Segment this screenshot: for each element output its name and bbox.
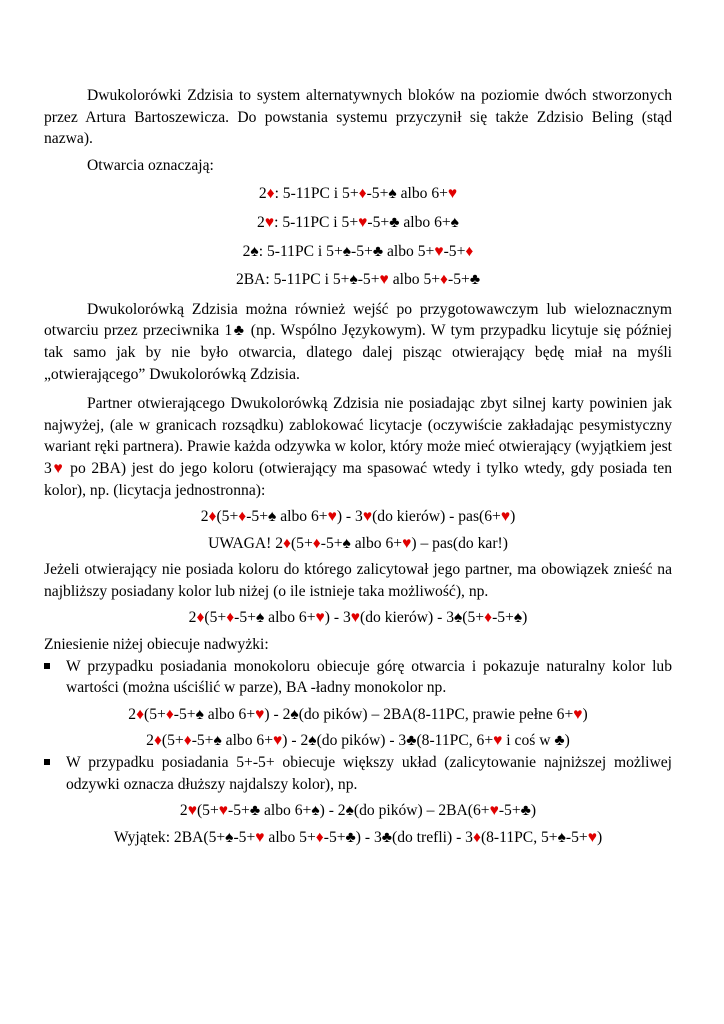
bullet-item-two-suiter	[44, 752, 672, 795]
heart-icon: ♥	[264, 213, 275, 231]
spade-icon: ♠	[557, 828, 566, 846]
diamond-icon: ♦	[153, 732, 162, 750]
diamond-icon: ♦	[312, 534, 321, 552]
heart-icon: ♥	[255, 705, 265, 723]
heart-icon: ♥	[587, 828, 597, 846]
heart-icon: ♥	[493, 732, 503, 750]
heart-icon: ♥	[187, 802, 197, 820]
example-7-exception	[44, 827, 672, 849]
text-fragment: UWAGA! 2	[208, 534, 284, 552]
diamond-icon: ♦	[165, 705, 174, 723]
bullet-text: W przypadku posiadania 5+-5+ obiecuje większy układ (zalicytowanie najniższej możliwej odzywki oznacza dłuższy najdalszy kolor), np.	[66, 754, 672, 793]
example-3	[44, 607, 672, 629]
text-fragment: )	[564, 732, 570, 750]
text-fragment: (5+	[462, 609, 485, 627]
text-fragment: Partner otwierającego Dwukolorówką Zdzisia nie posiadając zbyt silnej karty powinien jak najwyżej, (ale w granicach rozsądku) zablokować licytacje (oczywiście zakładając pesymistyczny wariant ręki partnera). Prawie każda odzywka w kolor, który może mieć otwierający (wyjątkiem jest 3	[44, 395, 672, 477]
diamond-icon: ♦	[358, 185, 367, 203]
text-fragment: (5+	[216, 508, 239, 526]
text-fragment: : 5-11PC i 5+	[274, 213, 359, 231]
text-fragment: )	[510, 508, 516, 526]
club-icon: ♣	[381, 828, 392, 846]
text-fragment: albo 6+	[203, 705, 256, 723]
spade-icon: ♠	[342, 242, 352, 260]
diamond-icon: ♦	[465, 242, 474, 260]
text-fragment: 2BA: 5-11PC i 5+	[235, 271, 350, 289]
text-fragment: ) - 3	[336, 508, 363, 526]
spade-icon: ♠	[454, 609, 463, 627]
text-fragment: (do kierów) - 3	[360, 609, 454, 627]
opening-2-hearts	[44, 212, 672, 234]
text-fragment: ) – pas(do kar!)	[411, 534, 508, 552]
text-fragment: ) - 3	[324, 609, 351, 627]
heart-icon: ♥	[255, 828, 265, 846]
text-fragment: (do pików) – 2BA(6+	[353, 802, 490, 820]
bullet-square-icon	[44, 759, 50, 765]
bullet-item-monosuit	[44, 656, 672, 699]
heart-icon: ♥	[379, 271, 389, 289]
text-fragment: ) - 2	[282, 732, 309, 750]
text-fragment: -5+	[367, 213, 390, 231]
heart-icon: ♥	[573, 705, 583, 723]
club-icon: ♣	[520, 802, 531, 820]
spade-icon: ♠	[225, 828, 234, 846]
text-fragment: 2	[257, 213, 265, 231]
text-fragment: albo 6+	[350, 534, 403, 552]
paragraph-correction: Jeżeli otwierający nie posiada koloru do którego zalicytował jego partner, ma obowiązek znieść na najbliższy posiadany kolor lub niżej (o ile istnieje taka możliwość), np.	[44, 561, 672, 600]
diamond-icon: ♦	[136, 705, 145, 723]
spade-icon: ♠	[388, 185, 397, 203]
spade-icon: ♠	[345, 802, 354, 820]
example-1	[44, 506, 672, 528]
text-fragment: (do kierów) - pas(6+	[372, 508, 501, 526]
text-fragment: -5+	[357, 271, 380, 289]
club-icon: ♣	[372, 242, 384, 260]
text-fragment: -5+	[173, 705, 196, 723]
heart-icon: ♥	[218, 802, 229, 820]
diamond-icon: ♦	[484, 609, 493, 627]
text-fragment: (8-11PC, 5+	[480, 828, 558, 846]
heart-icon: ♥	[350, 609, 361, 627]
spade-icon: ♠	[290, 705, 299, 723]
spade-icon: ♠	[250, 242, 259, 260]
diamond-icon: ♦	[226, 609, 235, 627]
text-fragment: -5+	[234, 609, 256, 627]
text-fragment: (do trefli) - 3	[392, 828, 473, 846]
text-fragment: (5+	[204, 609, 227, 627]
text-fragment: (5+	[196, 802, 219, 820]
text-fragment: i coś w	[502, 732, 555, 750]
heart-icon: ♥	[327, 508, 337, 526]
text-fragment: (8-11PC, 6+	[416, 732, 494, 750]
club-icon: ♣	[389, 213, 400, 231]
text-fragment: albo 6+	[260, 802, 312, 820]
paragraph-intro: Dwukolorówki Zdzisia to system alternatywnych bloków na poziomie dwóch stworzonych przez Artura Bartoszewicza. Do powstania systemu przyczynił się także Zdzisio Beling (stąd nazwa).	[44, 87, 672, 148]
text-fragment: albo 6+	[264, 609, 316, 627]
example-5	[44, 730, 672, 752]
text-fragment: -5+	[366, 185, 389, 203]
heart-icon: ♥	[362, 508, 373, 526]
club-icon: ♣	[554, 732, 565, 750]
text-fragment: Dwukolorówką Zdzisia można również wejść po przygotowawczym lub wieloznacznym otwarciu przez przeciwnika 1	[44, 300, 672, 340]
heart-icon: ♥	[51, 459, 65, 477]
text-fragment: albo 6+	[399, 213, 451, 231]
diamond-icon: ♦	[440, 271, 449, 289]
paragraph-openings-heading: Otwarcia oznaczają:	[87, 156, 214, 174]
diamond-icon: ♦	[472, 828, 481, 846]
document-page	[44, 85, 672, 848]
opening-2-notrump	[44, 269, 672, 291]
heart-icon: ♥	[489, 802, 499, 820]
text-fragment: (5+	[144, 705, 166, 723]
text-fragment: : 5-11PC i 5+	[258, 242, 343, 260]
text-fragment: )	[530, 802, 537, 820]
heart-icon: ♥	[447, 185, 458, 203]
text-fragment: -5+	[228, 802, 250, 820]
text-fragment: 2	[179, 802, 188, 820]
text-fragment: (do pików) - 3	[316, 732, 407, 750]
text-fragment: -5+	[246, 508, 269, 526]
text-fragment: -5+	[351, 242, 373, 260]
text-fragment: (np. Wspólno Językowym). W tym przypadku licytuje się później tak samo jak by nie było otwarcia, dlatego dalej pisząc otwierający będę miał na myśli „otwierającego” Dwukolorówką Zdzisia.	[44, 322, 673, 383]
spade-icon: ♠	[450, 213, 459, 231]
text-fragment: -5+	[565, 828, 588, 846]
example-4	[44, 704, 672, 726]
text-fragment: 2	[146, 732, 154, 750]
paragraph-lower-correction: Zniesienie niżej obiecuje nadwyżki:	[44, 636, 269, 654]
opening-2-spades	[44, 241, 672, 263]
text-fragment: -5+	[492, 609, 514, 627]
club-icon: ♣	[249, 802, 261, 820]
club-icon: ♣	[469, 271, 481, 289]
club-icon: ♣	[232, 322, 246, 340]
text-fragment: -5+	[320, 534, 343, 552]
heart-icon: ♥	[358, 213, 368, 231]
text-fragment: po 2BA) jest do jego koloru (otwierający ma spasować wtedy i tylko wtedy, gdy posiada ten kolor), np. (licytacja jednostronna):	[44, 459, 672, 499]
heart-icon: ♥	[273, 732, 283, 750]
example-2-warning	[44, 533, 672, 555]
text-fragment: (do pików) – 2BA(8-11PC, prawie pełne 6+	[298, 705, 574, 723]
text-fragment: -5+	[323, 828, 346, 846]
spade-icon: ♠	[342, 534, 351, 552]
text-fragment: -5+	[233, 828, 256, 846]
diamond-icon: ♦	[183, 732, 192, 750]
heart-icon: ♥	[402, 534, 412, 552]
spade-icon: ♠	[213, 732, 222, 750]
text-fragment: )	[596, 828, 603, 846]
text-fragment: : 5-11PC i 5+	[274, 185, 359, 203]
heart-icon: ♥	[500, 508, 511, 526]
text-fragment: (5+	[290, 534, 313, 552]
spade-icon: ♠	[255, 609, 265, 627]
text-fragment: ) - 2	[264, 705, 291, 723]
diamond-icon: ♦	[238, 508, 247, 526]
diamond-icon: ♦	[208, 508, 217, 526]
text-fragment: 2	[200, 508, 209, 526]
text-fragment: albo 6+	[221, 732, 274, 750]
text-fragment: albo 5+	[383, 242, 435, 260]
heart-icon: ♥	[315, 609, 325, 627]
text-fragment: ) - 2	[319, 802, 346, 820]
diamond-icon: ♦	[266, 185, 275, 203]
text-fragment: 2	[188, 609, 197, 627]
text-fragment: ) - 3	[355, 828, 382, 846]
diamond-icon: ♦	[283, 534, 291, 552]
spade-icon: ♠	[195, 705, 204, 723]
text-fragment: (5+	[161, 732, 184, 750]
text-fragment: -5+	[443, 242, 466, 260]
text-fragment: albo 6+	[276, 508, 328, 526]
diamond-icon: ♦	[315, 828, 324, 846]
text-fragment: Wyjątek: 2BA(5+	[113, 828, 226, 846]
bullet-square-icon	[44, 663, 50, 669]
club-icon: ♣	[345, 828, 356, 846]
text-fragment: 2	[128, 705, 137, 723]
spade-icon: ♠	[308, 732, 317, 750]
spade-icon: ♠	[513, 609, 523, 627]
text-fragment: )	[582, 705, 588, 723]
text-fragment: -5+	[448, 271, 470, 289]
spade-icon: ♠	[311, 802, 320, 820]
diamond-icon: ♦	[196, 609, 205, 627]
text-fragment: albo 5+	[388, 271, 441, 289]
text-fragment: albo 5+	[264, 828, 316, 846]
text-fragment: 2	[242, 242, 251, 260]
text-fragment: -5+	[191, 732, 214, 750]
spade-icon: ♠	[268, 508, 277, 526]
paragraph-partner-response	[44, 393, 672, 501]
opening-2-diamonds	[44, 183, 672, 205]
text-fragment: albo 6+	[396, 185, 448, 203]
text-fragment: -5+	[498, 802, 521, 820]
paragraph-overcall	[44, 299, 672, 385]
heart-icon: ♥	[434, 242, 444, 260]
text-fragment: 2	[258, 185, 267, 203]
club-icon: ♣	[406, 732, 417, 750]
bullet-text: W przypadku posiadania monokoloru obiecuje górę otwarcia i pokazuje naturalny kolor lub wartości (można uściślić w parze), BA -ładny monokolor np.	[66, 657, 672, 697]
spade-icon: ♠	[349, 271, 358, 289]
text-fragment: )	[522, 609, 528, 627]
example-6	[44, 800, 672, 822]
